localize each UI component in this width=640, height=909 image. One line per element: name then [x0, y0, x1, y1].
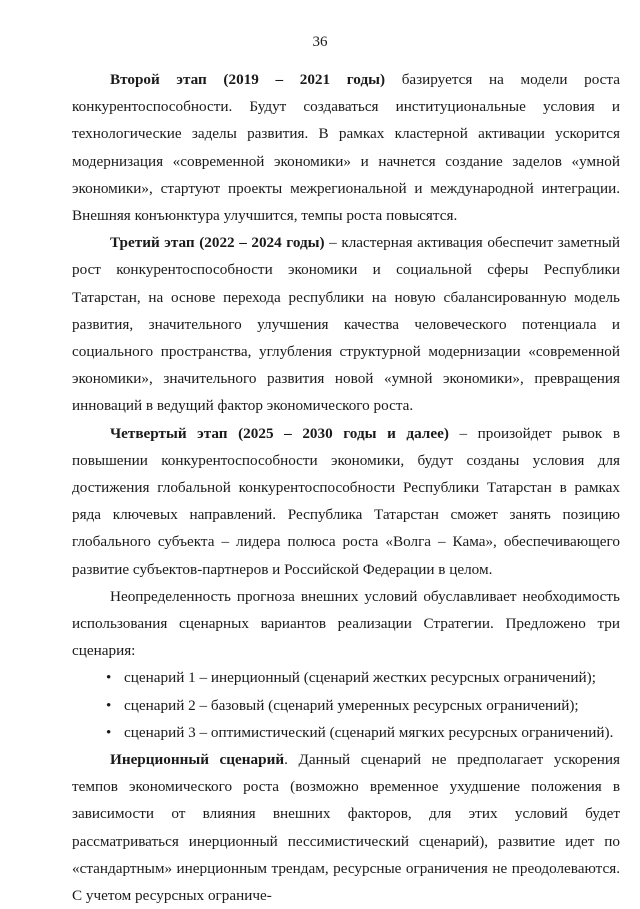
scenario-list	[72, 664, 620, 746]
paragraph-heading: Третий этап (2022 – 2024 годы)	[110, 234, 325, 252]
paragraph-heading: Второй этап (2019 – 2021 годы)	[110, 71, 386, 88]
paragraph-stage-2	[72, 66, 620, 229]
paragraph-scenarios-intro	[72, 583, 620, 665]
paragraph-stage-3	[72, 229, 620, 419]
paragraph-stage-4	[72, 420, 620, 583]
list-item: • сценарий 1 – инерционный (сценарий жестких ресурсных ограничений);	[72, 664, 620, 691]
paragraph-text: Неопределенность прогноза внешних условий обуславливает необходимость использования сценарных вариантов реализации Стратегии. Предложено три сценария:	[72, 587, 620, 660]
list-item: • сценарий 2 – базовый (сценарий умеренных ресурсных ограничений);	[72, 692, 620, 719]
paragraph-text: . Данный сценарий не предполагает ускорения темпов экономического роста (возможно временное ухудшение положения в зависимости от влияния внешних факторов, для этих условий будет рассматриваться инерционный пессимистический сценарий), развитие идет по «стандартным» инерционным трендам, ресурсные ограничения не преодолеваются. С учетом ресурсных ограниче-	[72, 751, 620, 905]
paragraph-text: – произойдет рывок в повышении конкурентоспособности экономики, будут созданы условия для достижения глобальной конкурентоспособности Республики Татарстан в рамках ряда ключевых направлений. Республика Татарстан сможет занять позицию глобального субъекта – лидера полюса роста «Волга – Кама», обеспечивающего развитие субъектов-партнеров и Российской Федерации в целом.	[72, 424, 620, 578]
paragraph-inertial-scenario	[72, 746, 620, 909]
page-content	[72, 66, 620, 909]
paragraph-heading: Четвертый этап (2025 – 2030 годы и далее)	[110, 424, 449, 442]
paragraph-text: базируется на модели роста конкурентоспособности. Будут создаваться институциональные условия и технологические заделы развития. В рамках кластерной активации ускорится модернизация «современной экономики» и начнется создание заделов «умной экономики», стартуют проекты межрегиональной и международной интеграции. Внешняя конъюнктура улучшится, темпы роста повысятся.	[72, 71, 620, 225]
paragraph-text: – кластерная активация обеспечит заметный рост конкурентоспособности экономики и социальной сферы Республики Татарстан, на основе перехода республики на новую сбалансированную модель развития, значительного улучшения качества человеческого потенциала и социального пространства, углубления структурной модернизации «современной экономики», значительного развития новой «умной экономики», превращения инноваций в ведущий фактор экономического роста.	[72, 234, 620, 415]
list-item: • сценарий 3 – оптимистический (сценарий мягких ресурсных ограничений).	[72, 719, 620, 746]
paragraph-heading: Инерционный сценарий	[110, 751, 285, 769]
page-number: 36	[312, 34, 328, 50]
